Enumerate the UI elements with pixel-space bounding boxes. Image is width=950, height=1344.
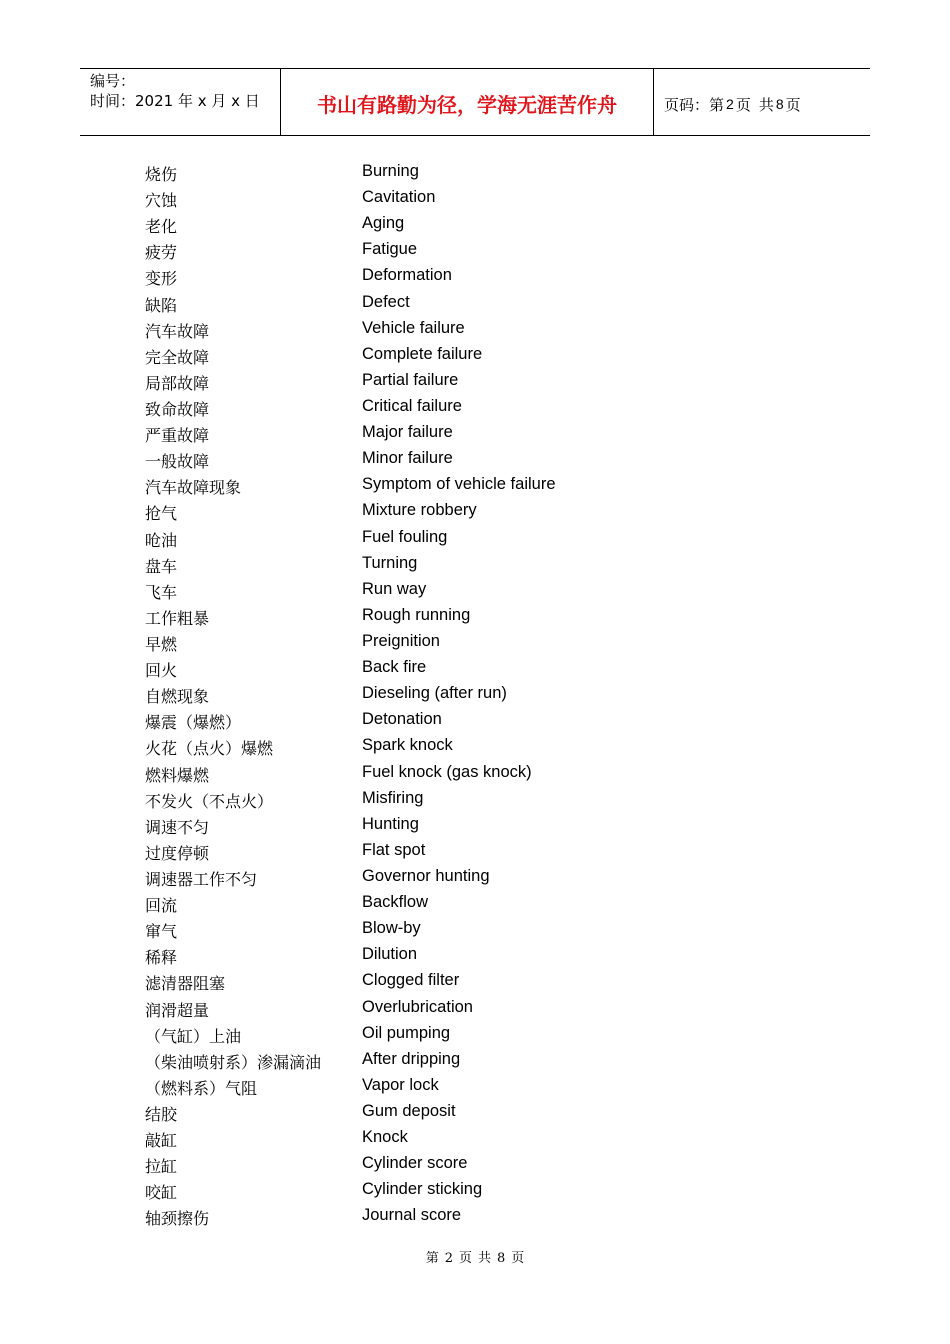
term-chinese: 抢气 xyxy=(145,504,178,524)
term-chinese: 敲缸 xyxy=(145,1131,178,1151)
term-english: Oil pumping xyxy=(362,1023,451,1042)
list-item xyxy=(145,1099,745,1125)
term-chinese: 致命故障 xyxy=(145,399,210,419)
list-item xyxy=(145,316,745,342)
list-item xyxy=(145,733,745,759)
term-chinese: 稀释 xyxy=(145,948,178,968)
list-item xyxy=(145,577,745,603)
list-item xyxy=(145,655,745,681)
term-chinese: 过度停顿 xyxy=(145,843,210,863)
footer-prefix: 第 xyxy=(425,1251,439,1266)
term-chinese: （燃料系）气阻 xyxy=(145,1078,258,1098)
list-item xyxy=(145,942,745,968)
term-english: Cylinder score xyxy=(362,1154,468,1173)
list-item xyxy=(145,551,745,577)
term-chinese: 严重故障 xyxy=(145,426,210,446)
term-chinese: 调速不匀 xyxy=(145,817,210,837)
list-item xyxy=(145,159,745,185)
term-chinese: 润滑超量 xyxy=(145,1000,210,1020)
term-chinese: 完全故障 xyxy=(145,347,210,367)
term-english: Spark knock xyxy=(362,736,453,755)
term-chinese: 盘车 xyxy=(145,556,178,576)
term-chinese: （柴油喷射系）渗漏滴油 xyxy=(145,1052,322,1072)
list-item xyxy=(145,394,745,420)
list-item xyxy=(145,1151,745,1177)
list-item xyxy=(145,1203,745,1229)
term-chinese: 调速器工作不匀 xyxy=(145,869,258,889)
term-english: Governor hunting xyxy=(362,866,490,885)
term-english: Clogged filter xyxy=(362,971,460,990)
term-english: Fatigue xyxy=(362,240,418,259)
header-motto: 书山有路勤为径，学海无涯苦作舟 xyxy=(281,69,654,135)
list-item xyxy=(145,1021,745,1047)
term-english: Deformation xyxy=(362,266,452,285)
term-chinese: 一般故障 xyxy=(145,452,210,472)
term-chinese: 爆震（爆燃） xyxy=(145,713,242,733)
header-page-current: 2 xyxy=(726,96,734,112)
term-english: Cylinder sticking xyxy=(362,1180,483,1199)
term-chinese: 不发火（不点火） xyxy=(145,791,274,811)
list-item xyxy=(145,681,745,707)
header-meta xyxy=(80,69,281,135)
term-chinese: 滤清器阻塞 xyxy=(145,974,226,994)
list-item xyxy=(145,290,745,316)
list-item xyxy=(145,498,745,524)
document-number-label: 编号： xyxy=(90,72,136,90)
term-chinese: 咬缸 xyxy=(145,1183,178,1203)
term-english: Fuel fouling xyxy=(362,527,448,546)
list-item xyxy=(145,420,745,446)
term-english: Journal score xyxy=(362,1206,462,1225)
header-page-prefix: 页码：第 xyxy=(664,95,725,114)
list-item xyxy=(145,890,745,916)
glossary-list xyxy=(145,159,745,1229)
term-english: Dieseling (after run) xyxy=(362,684,507,703)
term-chinese: 回火 xyxy=(145,661,178,681)
term-chinese: 老化 xyxy=(145,217,178,237)
header-page-mid: 页 xyxy=(735,95,751,114)
footer-current: 2 xyxy=(444,1251,453,1266)
header-total-suffix: 页 xyxy=(785,95,801,114)
term-english: Aging xyxy=(362,214,405,233)
term-english: Symptom of vehicle failure xyxy=(362,475,556,494)
footer-mid: 页 xyxy=(458,1251,472,1266)
list-item xyxy=(145,760,745,786)
term-chinese: 工作粗暴 xyxy=(145,608,210,628)
term-english: Overlubrication xyxy=(362,997,473,1016)
term-chinese: 变形 xyxy=(145,269,178,289)
term-chinese: 拉缸 xyxy=(145,1157,178,1177)
list-item xyxy=(145,237,745,263)
term-chinese: 疲劳 xyxy=(145,243,178,263)
list-item xyxy=(145,446,745,472)
list-item xyxy=(145,864,745,890)
term-chinese: 汽车故障现象 xyxy=(145,478,242,498)
term-chinese: 穴蚀 xyxy=(145,191,178,211)
term-english: Partial failure xyxy=(362,370,459,389)
term-english: Mixture robbery xyxy=(362,501,477,520)
term-english: Dilution xyxy=(362,945,418,964)
term-english: Hunting xyxy=(362,814,419,833)
footer-suffix: 页 xyxy=(511,1251,525,1266)
list-item xyxy=(145,916,745,942)
term-english: After dripping xyxy=(362,1049,461,1068)
term-english: Preignition xyxy=(362,631,440,650)
list-item xyxy=(145,707,745,733)
term-chinese: 缺陷 xyxy=(145,295,178,315)
term-english: Blow-by xyxy=(362,919,421,938)
page-footer xyxy=(0,1247,950,1266)
term-english: Knock xyxy=(362,1128,408,1147)
term-english: Fuel knock (gas knock) xyxy=(362,762,532,781)
term-chinese: 烧伤 xyxy=(145,165,178,184)
term-chinese: 局部故障 xyxy=(145,373,210,393)
term-chinese: （气缸）上油 xyxy=(145,1026,242,1046)
list-item xyxy=(145,368,745,394)
term-english: Critical failure xyxy=(362,396,462,415)
list-item xyxy=(145,1125,745,1151)
term-english: Backflow xyxy=(362,893,429,912)
term-chinese: 燃料爆燃 xyxy=(145,765,210,785)
list-item xyxy=(145,1177,745,1203)
term-english: Cavitation xyxy=(362,188,436,207)
term-english: Vehicle failure xyxy=(362,318,465,337)
term-english: Major failure xyxy=(362,423,453,442)
term-chinese: 结胶 xyxy=(145,1104,178,1124)
list-item xyxy=(145,472,745,498)
list-item xyxy=(145,342,745,368)
list-item xyxy=(145,968,745,994)
term-english: Detonation xyxy=(362,710,442,729)
list-item xyxy=(145,603,745,629)
list-item xyxy=(145,1047,745,1073)
term-english: Complete failure xyxy=(362,344,483,363)
term-english: Flat spot xyxy=(362,840,426,859)
list-item xyxy=(145,786,745,812)
list-item xyxy=(145,1073,745,1099)
term-chinese: 自燃现象 xyxy=(145,687,210,707)
term-english: Burning xyxy=(362,162,419,180)
list-item xyxy=(145,995,745,1021)
footer-total: 8 xyxy=(497,1251,506,1266)
term-english: Turning xyxy=(362,553,418,572)
term-english: Vapor lock xyxy=(362,1075,439,1094)
term-english: Run way xyxy=(362,579,427,598)
header-page-total: 8 xyxy=(775,96,784,112)
term-chinese: 汽车故障 xyxy=(145,321,210,341)
list-item xyxy=(145,185,745,211)
header-total-prefix: 共 xyxy=(758,95,774,114)
list-item xyxy=(145,838,745,864)
page-header xyxy=(80,68,870,136)
document-time-label: 时间：2021 年 x 月 x 日 xyxy=(90,92,260,110)
term-chinese: 火花（点火）爆燃 xyxy=(145,739,274,759)
term-chinese: 呛油 xyxy=(145,530,178,550)
list-item xyxy=(145,525,745,551)
list-item xyxy=(145,263,745,289)
term-chinese: 轴颈擦伤 xyxy=(145,1209,210,1229)
header-page-info xyxy=(654,69,870,137)
term-english: Gum deposit xyxy=(362,1101,456,1120)
list-item xyxy=(145,629,745,655)
term-chinese: 窜气 xyxy=(145,922,178,942)
term-chinese: 早燃 xyxy=(145,634,178,654)
term-english: Back fire xyxy=(362,658,427,677)
list-item xyxy=(145,812,745,838)
term-english: Minor failure xyxy=(362,449,453,468)
term-chinese: 飞车 xyxy=(145,582,178,602)
list-item xyxy=(145,211,745,237)
term-english: Defect xyxy=(362,292,410,311)
term-chinese: 回流 xyxy=(145,896,178,916)
term-english: Misfiring xyxy=(362,788,424,807)
footer-total-prefix: 共 xyxy=(478,1251,492,1266)
term-english: Rough running xyxy=(362,605,471,624)
